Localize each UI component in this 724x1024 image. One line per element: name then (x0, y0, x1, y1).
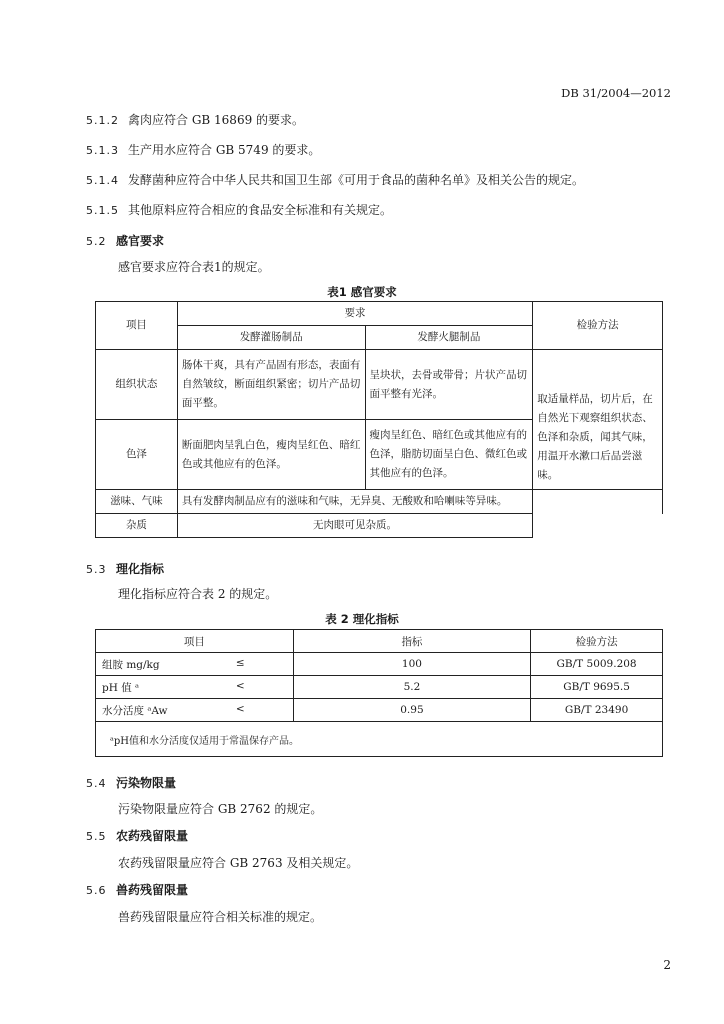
section-number: 5.4 (86, 777, 107, 790)
section-title: 理化指标 (116, 562, 165, 576)
section-title: 农药残留限量 (116, 829, 189, 843)
texture-sausage: 肠体干爽，具有产品固有形态，表面有自然皱纹，断面组织紧密；切片产品切面平整。 (177, 350, 365, 420)
header-method: 检验方法 (533, 302, 663, 350)
item-cell (96, 653, 294, 676)
method-value: GB/T 9695.5 (531, 676, 663, 699)
section-5-3-heading (86, 560, 164, 577)
section-title: 感官要求 (116, 234, 165, 248)
header-requirement: 要求 (177, 302, 532, 326)
section-5-4-paragraph: 污染物限量应符合 GB 2762 的规定。 (118, 802, 323, 816)
comparison-symbol: ≤ (235, 656, 245, 669)
method-value: GB/T 5009.208 (531, 653, 663, 676)
section-title: 污染物限量 (116, 776, 177, 790)
item-cell (96, 676, 294, 699)
clause-number: 5.1.2 (86, 114, 119, 127)
row-label-taste-smell: 滋味、气味 (96, 490, 178, 514)
sensory-requirements-table (95, 301, 663, 538)
clause-5-1-2 (86, 111, 304, 128)
section-number: 5.2 (86, 235, 107, 248)
section-5-5-paragraph: 农药残留限量应符合 GB 2763 及相关规定。 (118, 856, 359, 870)
section-5-6-heading (86, 881, 188, 898)
section-number: 5.3 (86, 563, 107, 576)
header-item: 项目 (96, 302, 178, 350)
clause-text: 发酵菌种应符合中华人民共和国卫生部《可用于食品的菌种名单》及相关公告的规定。 (128, 173, 585, 187)
index-value: 0.95 (293, 699, 530, 722)
row-label-impurities: 杂质 (96, 514, 178, 538)
item-name: 组胺 mg/kg (102, 658, 160, 671)
physicochemical-table (95, 629, 663, 757)
header-fermented-ham: 发酵火腿制品 (365, 326, 533, 350)
clause-text: 禽肉应符合 GB 16869 的要求。 (128, 113, 305, 127)
item-cell (96, 699, 294, 722)
method-value: GB/T 23490 (531, 699, 663, 722)
header-item: 项目 (96, 630, 294, 653)
impurities-requirement: 无肉眼可见杂质。 (177, 514, 532, 538)
index-value: 5.2 (293, 676, 530, 699)
inspection-method: 取适量样品，切片后，在自然光下观察组织状态、色泽和杂质，闻其气味，用温开水漱口后品尝滋味。 (533, 350, 663, 490)
index-value: 100 (293, 653, 530, 676)
item-name: 水分活度 ᵃAw (102, 704, 168, 717)
document-id: DB 31/2004—2012 (561, 86, 671, 100)
header-method: 检验方法 (531, 630, 663, 653)
texture-ham: 呈块状，去骨或带骨；片状产品切面平整有光泽。 (365, 350, 533, 420)
section-5-4-heading (86, 774, 176, 791)
method-continuation (533, 490, 663, 514)
section-number: 5.6 (86, 884, 107, 897)
row-label-texture: 组织状态 (96, 350, 178, 420)
clause-number: 5.1.4 (86, 174, 119, 187)
color-sausage: 断面肥肉呈乳白色，瘦肉呈红色、暗红色或其他应有的色泽。 (177, 420, 365, 490)
table-row (96, 699, 663, 722)
section-title: 兽药残留限量 (116, 883, 189, 897)
row-label-color: 色泽 (96, 420, 178, 490)
method-continuation (533, 514, 663, 538)
table1-caption: 表1 感官要求 (327, 285, 397, 299)
item-name: pH 值 ᵃ (102, 681, 140, 694)
header-fermented-sausage: 发酵灌肠制品 (177, 326, 365, 350)
clause-number: 5.1.3 (86, 144, 119, 157)
clause-number: 5.1.5 (86, 204, 119, 217)
header-index: 指标 (293, 630, 530, 653)
comparison-symbol: < (235, 702, 245, 715)
section-5-2-heading (86, 232, 164, 249)
clause-5-1-4 (86, 171, 584, 188)
comparison-symbol: < (235, 679, 245, 692)
section-5-5-heading (86, 827, 188, 844)
section-5-3-paragraph: 理化指标应符合表 2 的规定。 (118, 587, 278, 601)
clause-5-1-5 (86, 201, 392, 218)
clause-5-1-3 (86, 141, 320, 158)
taste-smell-requirement: 具有发酵肉制品应有的滋味和气味，无异臭、无酸败和哈喇味等异味。 (177, 490, 532, 514)
color-ham: 瘦肉呈红色、暗红色或其他应有的色泽，脂肪切面呈白色、微红色或其他应有的色泽。 (365, 420, 533, 490)
section-5-6-paragraph: 兽药残留限量应符合相关标准的规定。 (118, 910, 323, 924)
table-row (96, 653, 663, 676)
page-number: 2 (663, 958, 671, 972)
section-number: 5.5 (86, 830, 107, 843)
table2-caption: 表 2 理化指标 (325, 612, 399, 626)
table-footnote: ᵃpH值和水分活度仅适用于常温保存产品。 (96, 722, 663, 757)
clause-text: 生产用水应符合 GB 5749 的要求。 (128, 143, 321, 157)
table-row (96, 676, 663, 699)
clause-text: 其他原料应符合相应的食品安全标准和有关规定。 (128, 203, 393, 217)
section-5-2-paragraph: 感官要求应符合表1的规定。 (118, 260, 270, 274)
